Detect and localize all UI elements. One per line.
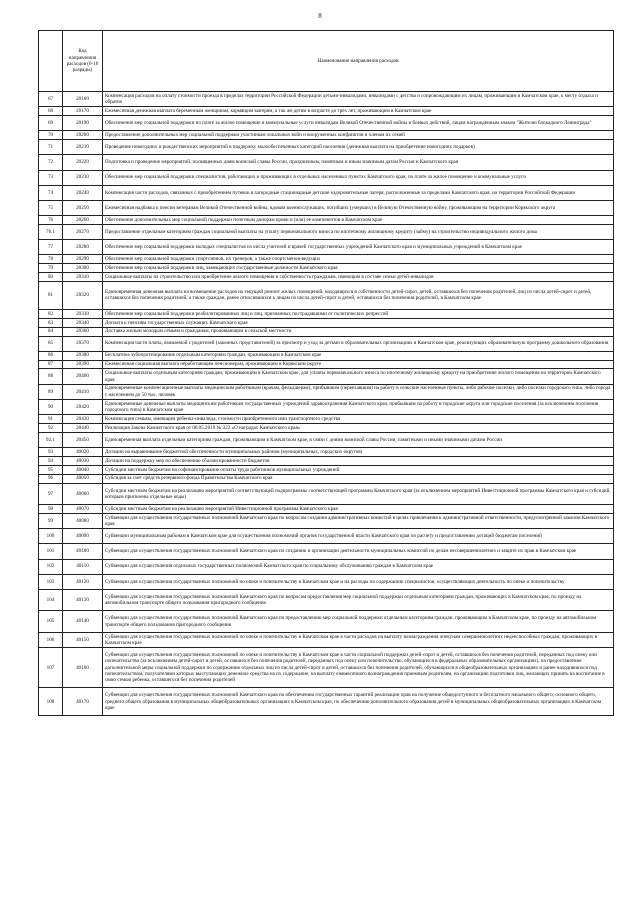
header-num	[39, 31, 63, 92]
page-number: 8	[318, 12, 322, 20]
table-row	[39, 140, 614, 155]
row-code: 40120	[63, 574, 103, 589]
row-code: 40150	[63, 632, 103, 647]
row-code: 20250	[63, 200, 103, 215]
row-number: 67	[39, 92, 63, 107]
row-number: 80	[39, 273, 63, 282]
table-row	[39, 200, 614, 215]
row-name: Субсидии местным бюджетам на софинансирование оплаты труда работников муниципальных учреждений	[103, 465, 614, 474]
row-name: Субвенции для осуществления отдельных государственных полномочий Камчатского края по социальному обслуживанию граждан в Камчатском крае	[103, 559, 614, 574]
table-row	[39, 688, 614, 716]
row-name: Подготовка и проведение мероприятий, посвященных дням воинской славы России, праздничным, памятным и иным значимым датам России и Камчатского края	[103, 155, 614, 170]
row-name: Компенсация части расходов, связанных с приобретением путевок в загородные стационарные детские оздоровительные лагеря, расположенные за пределами Камчатского края, на территории Российской Федерации	[103, 185, 614, 200]
table-row	[39, 216, 614, 225]
row-number: 99	[39, 513, 63, 528]
table-row	[39, 465, 614, 474]
row-name: Субвенции для осуществления государственных полномочий по опеке и попечительству в Камчатском крае и на расходы по содержанию специалистов, осуществляющих деятельность по опеке и попечительству	[103, 574, 614, 589]
row-name: Предоставление отдельным категориям граждан социальной выплаты на уплату первоначального взноса по ипотечному жилищному кредиту (займу) на строительство индивидуального жилого дома	[103, 224, 614, 239]
table-row	[39, 415, 614, 424]
row-code: 40160	[63, 648, 103, 688]
table-row	[39, 369, 614, 384]
header-code: Код направления расходов (6-10 разряды)	[63, 31, 103, 92]
row-code: 20290	[63, 255, 103, 264]
row-name: Обеспечение дополнительных мер социальной поддержки почетным донорам крови и (или) ее компонентов в Камчатском крае	[103, 216, 614, 225]
row-name: Компенсация семьям, имеющим ребенка-инвалида, стоимости приобретенного ими транспортного средства	[103, 415, 614, 424]
row-code: 20380	[63, 351, 103, 360]
row-code: 20210	[63, 140, 103, 155]
row-number: 85	[39, 336, 63, 351]
row-code: 20190	[63, 116, 103, 131]
row-number: 100	[39, 529, 63, 544]
row-name: Субвенции муниципальным районам в Камчатском крае для осуществления полномочий органов государственной власти Камчатского края по расчету и предоставлению дотаций бюджетам поселений	[103, 529, 614, 544]
row-number: 77	[39, 240, 63, 255]
row-name: Обеспечение мер социальной поддержки лиц, замещающих государственные должности Камчатского края	[103, 264, 614, 273]
table-row	[39, 170, 614, 185]
row-code: 40070	[63, 505, 103, 514]
row-name: Компенсация расходов на оплату стоимости проезда в пределах территории Российской Федерации детьми-инвалидами, инвалидами с детства и сопровождающим их лицам, проживающим в Камчатском крае, к месту отдыха и обратно	[103, 92, 614, 107]
row-code: 20420	[63, 399, 103, 414]
row-number: 107	[39, 648, 63, 688]
row-name: Субвенции для осуществления государственных полномочий Камчатского края по вопросам предоставления мер социальной поддержки отдельным категориям граждан, проживающих в Камчатском крае, по проезду на автомобильном транспорте общего пользования пригородного сообщения	[103, 589, 614, 611]
row-name: Социальные выплаты отдельным категориям граждан, проживающим в Камчатском крае, для уплаты первоначального взноса по ипотечному жилищному кредиту на приобретение жилого помещения на территории Камчатского края	[103, 369, 614, 384]
row-name: Бесплатное зубопротезирование отдельным категориям граждан, проживающим в Камчатском крае	[103, 351, 614, 360]
row-number: 87	[39, 360, 63, 369]
row-number: 108	[39, 688, 63, 716]
row-code: 20300	[63, 264, 103, 273]
table-row	[39, 224, 614, 239]
row-code: 40170	[63, 688, 103, 716]
table-row	[39, 632, 614, 647]
row-name: Субсидии местным бюджетам на реализацию мероприятий соответствующей подпрограммы соответствующей программы Камчатского края (за исключением мероприятий Инвестиционной программы Камчатского края и субсидий, которым присвоены отдельные коды)	[103, 483, 614, 505]
row-code: 20160	[63, 92, 103, 107]
row-code: 20430	[63, 415, 103, 424]
table-row	[39, 92, 614, 107]
row-number: 96	[39, 474, 63, 483]
row-number: 78	[39, 255, 63, 264]
row-code: 20240	[63, 185, 103, 200]
row-name: Ежемесячная надбавка к пенсии ветеранам Великой Отечественной войны, вдовам военнослужащих, погибших (умерших) в Великую Отечественную войну, проживающим на территории Корякского округа	[103, 200, 614, 215]
row-code: 20410	[63, 384, 103, 399]
table-row	[39, 360, 614, 369]
row-name: Ежемесячная денежная выплата беременным женщинам, кормящим матерям, а так же детям в возрасте до трех лет, проживающим в Камчатском крае	[103, 107, 614, 116]
row-name: Единовременные компенсационные выплаты медицинским работникам (врачам, фельдшерам), прибывшим (переехавшим) на работу в сельские населенные пункты, либо рабочие поселки, либо поселки городского типа, либо города с населением до 50 тыс. человек	[103, 384, 614, 399]
row-code: 20170	[63, 107, 103, 116]
table-row	[39, 282, 614, 310]
table-row	[39, 483, 614, 505]
row-code: 40130	[63, 589, 103, 611]
table-row	[39, 107, 614, 116]
row-name: Субвенции для осуществления государственных полномочий Камчатского края по вопросам создания административных комиссий в целях привлечения к административной ответственности, предусмотренной законом Камчатского края	[103, 513, 614, 528]
row-name: Субвенции для осуществления государственных полномочий Камчатского края по обеспечению государственных гарантий реализации прав на получение общедоступного и бесплатного начального общего, основного общего, среднего общего образования в муниципальных общеобразовательных организациях в Камчатском крае, по обеспечению дополнительного образования детей в муниципальных общеобразовательных организациях в Камчатском крае	[103, 688, 614, 716]
table-header-row	[39, 31, 614, 92]
row-name: Доплата к пенсиям государственных служащих Камчатского края	[103, 318, 614, 327]
row-name: Обеспечение мер социальной поддержки специалистов, работающих и проживающих в отдельных населенных пунктах Камчатского края, по плате за жилое помещение и коммунальные услуги	[103, 170, 614, 185]
row-number: 89	[39, 384, 63, 399]
row-name: Обеспечение мер социальной поддержки реабилитированных лиц и лиц, признанных пострадавшими от политических репрессий	[103, 309, 614, 318]
row-name: Предоставление дополнительных мер социальной поддержки участникам локальных войн и вооруженных конфликтов и членам их семей	[103, 131, 614, 140]
row-code: 20260	[63, 216, 103, 225]
row-number: 72	[39, 155, 63, 170]
row-number: 106	[39, 632, 63, 647]
table-row	[39, 255, 614, 264]
row-number: 91	[39, 415, 63, 424]
table-row	[39, 505, 614, 514]
row-name: Социальные выплаты на строительство или приобретение жилого помещения в собственность гражданам, имеющим в составе семьи детей-инвалидов	[103, 273, 614, 282]
row-number: 82	[39, 309, 63, 318]
row-code: 20360	[63, 327, 103, 336]
row-number: 79	[39, 264, 63, 273]
row-code: 20320	[63, 282, 103, 310]
row-number: 93	[39, 448, 63, 457]
row-code: 20220	[63, 155, 103, 170]
row-name: Обеспечение мер социальной поддержки молодых специалистов из числа учителей и врачей государственных учреждений Камчатского края и муниципальных учреждений в Камчатском крае	[103, 240, 614, 255]
row-code: 20200	[63, 131, 103, 140]
row-number: 102	[39, 559, 63, 574]
row-number: 92	[39, 423, 63, 432]
row-code: 20400	[63, 369, 103, 384]
row-number: 92.1	[39, 432, 63, 447]
row-number: 97	[39, 483, 63, 505]
row-number: 103	[39, 574, 63, 589]
row-code: 20330	[63, 309, 103, 318]
row-code: 20390	[63, 360, 103, 369]
row-number: 71	[39, 140, 63, 155]
table-row	[39, 240, 614, 255]
row-number: 76.1	[39, 224, 63, 239]
row-number: 88	[39, 369, 63, 384]
header-name: Наименование направления расходов	[103, 31, 614, 92]
row-name: Субсидия за счет средств резервного фонда Правительства Камчатского края	[103, 474, 614, 483]
table-row	[39, 474, 614, 483]
row-name: Реализация Закона Камчатского края от 06.05.2019 № 323 «О наградах Камчатского края»	[103, 423, 614, 432]
table-row	[39, 185, 614, 200]
table-row	[39, 264, 614, 273]
table-row	[39, 611, 614, 633]
row-number: 69	[39, 116, 63, 131]
table-row	[39, 529, 614, 544]
row-code: 20340	[63, 318, 103, 327]
row-code: 20370	[63, 336, 103, 351]
row-number: 94	[39, 456, 63, 465]
row-code: 40080	[63, 513, 103, 528]
row-code: 20270	[63, 224, 103, 239]
row-number: 101	[39, 544, 63, 559]
row-number: 68	[39, 107, 63, 116]
table-row	[39, 327, 614, 336]
row-number: 74	[39, 185, 63, 200]
row-number: 76	[39, 216, 63, 225]
table-row	[39, 648, 614, 688]
row-name: Субвенции для осуществления государственных полномочий по опеке и попечительству в Камчатском крае в части расходов на выплату вознаграждения опекунам совершеннолетних недееспособных граждан, проживающих в Камчатском крае	[103, 632, 614, 647]
row-name: Проведение новогодних и рождественских мероприятий в поддержку малообеспеченных категорий населения (денежная выплата на приобретение новогодних подарков)	[103, 140, 614, 155]
row-number: 90	[39, 399, 63, 414]
row-name: Обеспечение мер социальной поддержки по плате за жилое помещение и коммунальные услуги инвалидам Великой Отечественной войны и боевых действий, лицам награжденным знаком "Жителю блокадного Ленинграда"	[103, 116, 614, 131]
row-name: Дотации на поддержку мер по обеспечению сбалансированности бюджетов	[103, 456, 614, 465]
row-number: 70	[39, 131, 63, 140]
row-number: 84	[39, 327, 63, 336]
table-row	[39, 513, 614, 528]
table-row	[39, 432, 614, 447]
row-code: 40040	[63, 465, 103, 474]
table-row	[39, 131, 614, 140]
row-code: 40060	[63, 483, 103, 505]
row-name: Доставка жилым молодым семьям и гражданам, проживающим в сельской местности	[103, 327, 614, 336]
row-code: 20440	[63, 423, 103, 432]
row-code: 20280	[63, 240, 103, 255]
row-code: 40050	[63, 474, 103, 483]
row-name: Ежемесячная социальная выплата неработающим пенсионерам, проживающим в Корякском округе	[103, 360, 614, 369]
table-row	[39, 423, 614, 432]
table-row	[39, 589, 614, 611]
row-code: 40140	[63, 611, 103, 633]
table-row	[39, 574, 614, 589]
row-number: 86	[39, 351, 63, 360]
row-name: Единовременная выплата отдельным категориям граждан, проживающим в Камчатском крае, в связи с днями воинской славы России, памятными и иными значимыми датами России	[103, 432, 614, 447]
row-number: 83	[39, 318, 63, 327]
row-name: Компенсация части платы, взимаемой с родителей (законных представителей) за присмотр и уход за детьми в образовательных организациях в Камчатском крае, реализующих образовательную программу дошкольного образования	[103, 336, 614, 351]
table-row	[39, 116, 614, 131]
row-number: 73	[39, 170, 63, 185]
row-code: 40090	[63, 529, 103, 544]
row-name: Субсидии местным бюджетам на реализацию мероприятий Инвестиционной программы Камчатского края	[103, 505, 614, 514]
row-name: Субвенции для осуществления государственных полномочий Камчатского края по созданию и организации деятельности муниципальных комиссий по делам несовершеннолетних и защите их прав в Камчатском крае	[103, 544, 614, 559]
table-row	[39, 351, 614, 360]
row-number: 95	[39, 465, 63, 474]
row-name: Дотации на выравнивание бюджетной обеспеченности муниципальных районов (муниципальных, городских округов)	[103, 448, 614, 457]
row-code: 20230	[63, 170, 103, 185]
row-code: 40100	[63, 544, 103, 559]
row-code: 40030	[63, 456, 103, 465]
row-code: 20450	[63, 432, 103, 447]
table-row	[39, 448, 614, 457]
table-row	[39, 456, 614, 465]
row-number: 75	[39, 200, 63, 215]
table-row	[39, 399, 614, 414]
row-name: Единовременные денежные выплаты медицинским работникам государственных учреждений здравоохранения Камчатского края, прибывшим на работу в городские округа или городские поселения (за исключением поселения городского типа) в Камчатском крае	[103, 399, 614, 414]
table-row	[39, 336, 614, 351]
table-row	[39, 273, 614, 282]
row-number: 98	[39, 505, 63, 514]
row-name: Единовременная денежная выплата на возмещение расходов на текущий ремонт жилых помещений, находящихся в собственности детей-сирот, детей, оставшихся без попечения родителей, лиц из числа детей-сирот и детей, оставшихся без попечения родителей, а также граждан, ранее относившихся к лицам из числа детей-сирот и детей, оставшихся без попечения родителей, в Камчатском крае	[103, 282, 614, 310]
expense-directions-table	[38, 30, 614, 716]
table-row	[39, 544, 614, 559]
row-name: Субвенции для осуществления государственных полномочий Камчатского края по предоставлению мер социальной поддержки отдельным категориям граждан, проживающим в Камчатском крае, по проезду на автомобильном транспорте общего пользования пригородного сообщения	[103, 611, 614, 633]
row-code: 20310	[63, 273, 103, 282]
row-code: 40110	[63, 559, 103, 574]
table-row	[39, 559, 614, 574]
row-number: 105	[39, 611, 63, 633]
table-row	[39, 318, 614, 327]
row-code: 40020	[63, 448, 103, 457]
table-row	[39, 384, 614, 399]
row-name: Обеспечение мер социальной поддержки спортсменов, их тренеров, а также спортсменов-ведущих	[103, 255, 614, 264]
table-row	[39, 309, 614, 318]
table-row	[39, 155, 614, 170]
row-number: 81	[39, 282, 63, 310]
row-number: 104	[39, 589, 63, 611]
row-name: Субвенции для осуществления государственных полномочий по опеке и попечительству в Камчатском крае в части социальной поддержки детей-сирот и детей, оставшихся без попечения родителей, переданных под опеку или попечительство (за исключением детей-сирот и детей, оставшихся без попечения родителей, переданных под опеку или попечительство, обучающихся в федеральных образовательных организациях), на предоставление дополнительной меры социальной поддержки по содержанию отдельных лиц из числа детей-сирот и детей, оставшихся без попечения родителей, обучающихся в общеобразовательных организациях и ранее находившихся под попечительством, получателями которых выступающих денежное средства на их содержание, на выплату ежемесячного вознаграждения приемным родителям, на организацию подготовки лиц, желающих принять на воспитание в свою семью ребенка, оставшегося без попечения родителей	[103, 648, 614, 688]
